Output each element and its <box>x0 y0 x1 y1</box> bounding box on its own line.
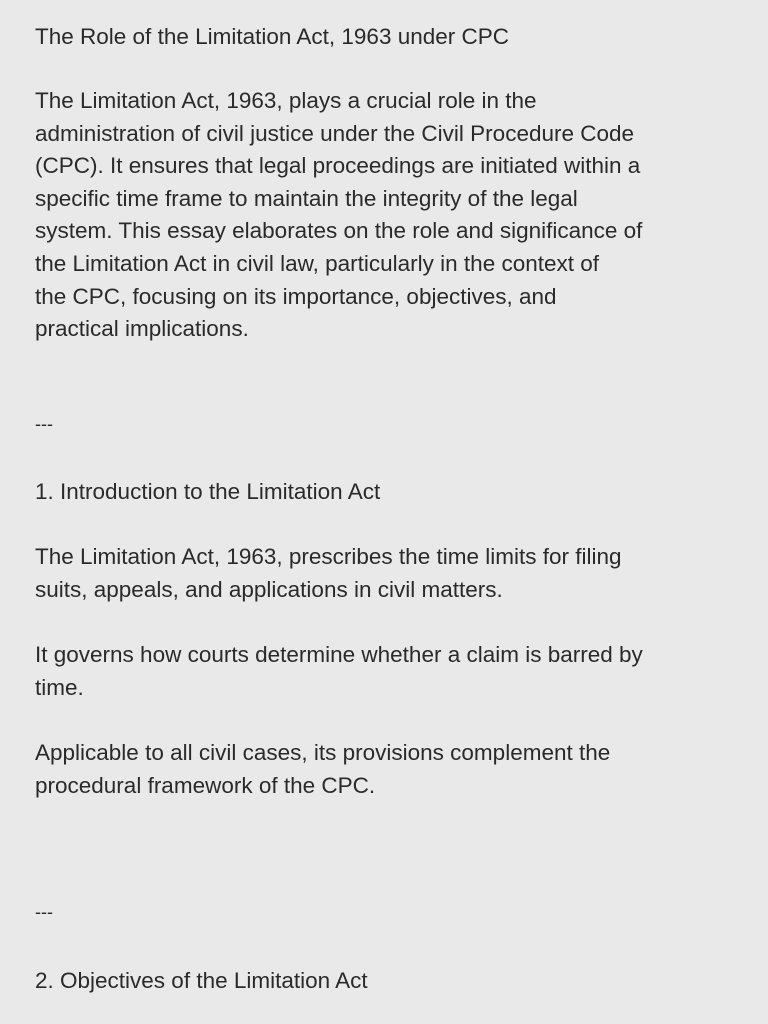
intro-line: practical implications. <box>35 316 249 342</box>
document-title: The Role of the Limitation Act, 1963 under CPC <box>35 24 510 49</box>
section1-paragraph-1 <box>35 541 622 606</box>
paragraph-line: suits, appeals, and applications in civil matters. <box>35 576 503 602</box>
paragraph-line: It governs how courts determine whether a claim is barred by <box>35 642 643 667</box>
paragraph-line: Applicable to all civil cases, its provisions complement the <box>35 740 611 765</box>
section-heading-objectives: 2. Objectives of the Limitation Act <box>35 968 368 993</box>
intro-paragraph <box>35 85 642 346</box>
intro-line: (CPC). It ensures that legal proceedings are initiated within a <box>35 153 641 179</box>
section1-paragraph-3 <box>35 737 610 802</box>
section-heading-introduction: 1. Introduction to the Limitation Act <box>35 479 381 504</box>
section-separator: --- <box>35 902 53 922</box>
intro-line: the CPC, focusing on its importance, objectives, and <box>35 283 557 309</box>
paragraph-line: The Limitation Act, 1963, prescribes the time limits for filing <box>35 544 622 569</box>
intro-line: the Limitation Act in civil law, particularly in the context of <box>35 250 600 276</box>
paragraph-line: time. <box>35 674 84 700</box>
section-separator: --- <box>35 414 53 434</box>
intro-line: system. This essay elaborates on the role and significance of <box>35 218 643 244</box>
section1-paragraph-2 <box>35 639 643 704</box>
intro-line: administration of civil justice under the Civil Procedure Code <box>35 120 635 146</box>
intro-line: The Limitation Act, 1963, plays a crucial role in the <box>35 88 537 113</box>
intro-line: specific time frame to maintain the integrity of the legal <box>35 185 578 211</box>
paragraph-line: procedural framework of the CPC. <box>35 772 376 798</box>
